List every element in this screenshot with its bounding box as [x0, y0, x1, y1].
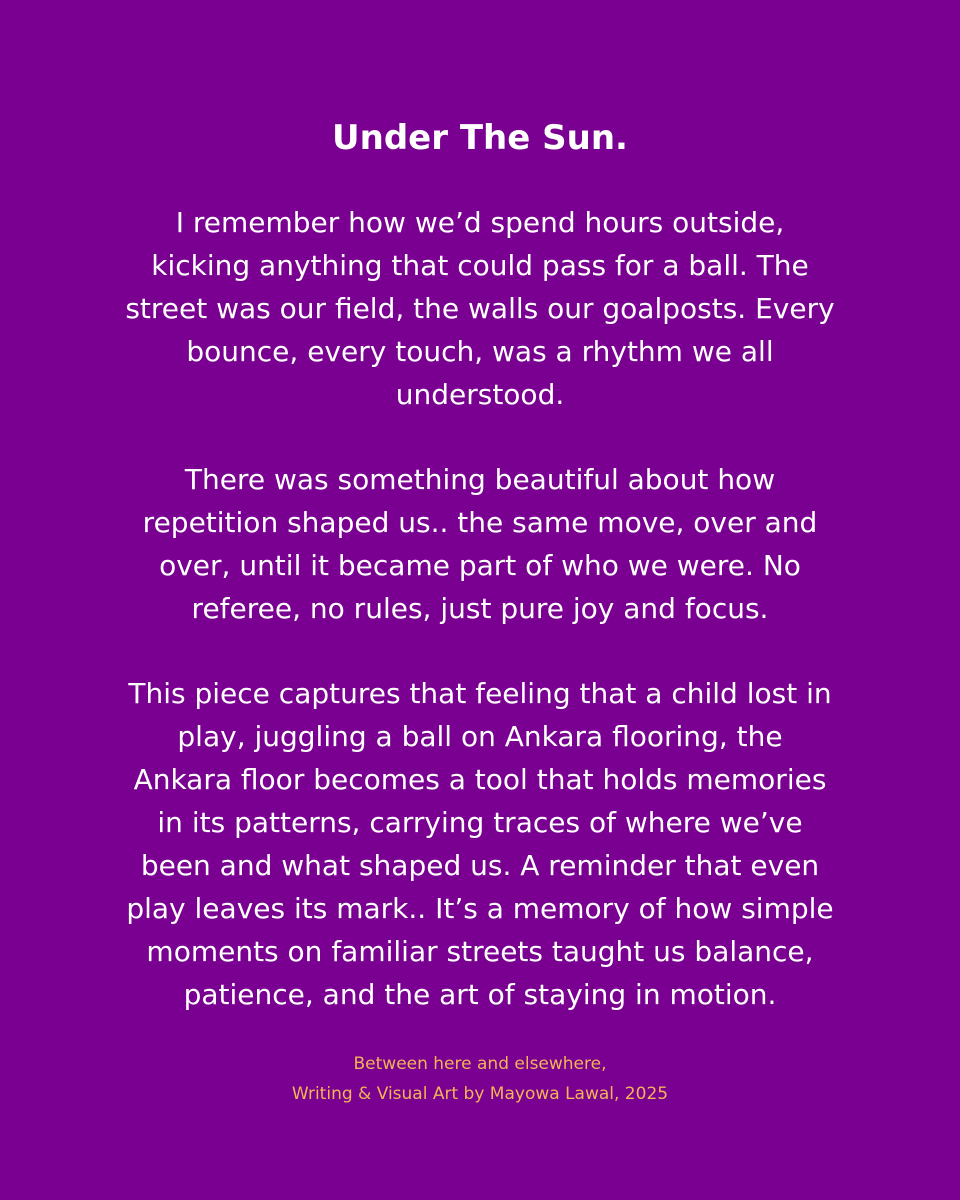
paragraph-line: Ankara floor becomes a tool that holds memories: [133, 763, 827, 796]
paragraph-line: moments on familiar streets taught us balance,: [146, 935, 814, 968]
paragraph-line: This piece captures that feeling that a child lost in: [128, 677, 832, 710]
paragraph-line: street was our field, the walls our goalposts. Every: [125, 292, 835, 325]
credits-author-line: Writing & Visual Art by Mayowa Lawal, 2025: [291, 1084, 669, 1104]
paragraph-1: [60, 201, 900, 416]
paragraph-2: [60, 458, 900, 630]
paragraph-line: been and what shaped us. A reminder that even: [140, 849, 820, 882]
paragraph-line: over, until it became part of who we were. No: [159, 549, 801, 582]
paragraph-line: kicking anything that could pass for a ball. The: [151, 249, 809, 282]
paragraph-line: play leaves its mark.. It’s a memory of how simple: [126, 892, 834, 925]
paragraph-line: repetition shaped us.. the same move, over and: [142, 506, 818, 539]
paragraph-3: [60, 672, 900, 1016]
paragraph-line: referee, no rules, just pure joy and focus.: [191, 592, 769, 625]
paragraph-line: play, juggling a ball on Ankara flooring, the: [177, 720, 783, 753]
paragraph-line: I remember how we’d spend hours outside,: [175, 206, 785, 239]
paragraph-line: patience, and the art of staying in motion.: [183, 978, 777, 1011]
credits-series-title: Between here and elsewhere,: [353, 1054, 607, 1074]
paragraph-line: understood.: [395, 378, 565, 411]
paragraph-line: in its patterns, carrying traces of where we’ve: [157, 806, 803, 839]
paragraph-line: There was something beautiful about how: [184, 463, 776, 496]
page-title: Under The Sun.: [332, 118, 628, 158]
paragraph-line: bounce, every touch, was a rhythm we all: [186, 335, 774, 368]
credits: [0, 1049, 960, 1109]
